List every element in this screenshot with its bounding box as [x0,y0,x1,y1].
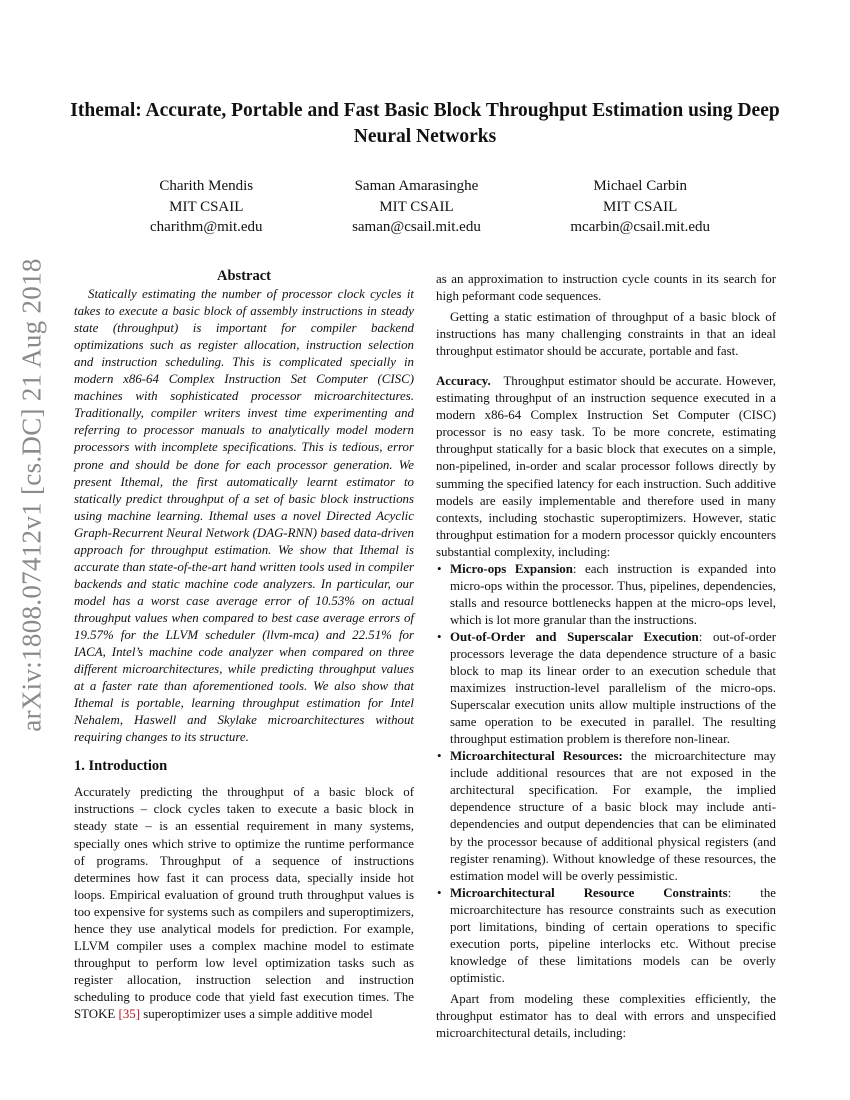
accuracy-label: Accuracy. [436,374,491,389]
right-column [436,271,776,1042]
list-item-label: Microarchitectural Resource Constraints [450,885,728,900]
arxiv-stamp: arXiv:1808.07412v1 [cs.DC] 21 Aug 2018 [16,258,47,732]
list-item-text: the microarchitecture may include additional resources that are not exposed in the architectural specification. For example, the implied dependence structure of a basic block may include anti-dependencies and output dependencies that can be eliminated by the processor because of additional physical registers (and register renaming). Without knowledge of these resources, the estimation model will be overly pessimistic. [450,749,776,883]
author-1 [150,176,263,238]
list-item-label: Out-of-Order and Superscalar Execution [450,629,699,644]
author-affiliation: MIT CSAIL [379,198,454,215]
citation-link[interactable]: [35] [118,1006,141,1021]
intro-paragraph-1-continued: as an approximation to instruction cycle counts in its search for high peformant code sequences. [436,272,776,304]
intro-paragraph-final: Apart from modeling these complexities efficiently, the throughput estimator has to deal with errors and unspecified microarchitectural details, including: [436,991,776,1041]
intro-paragraph-1 [74,784,414,1023]
author-name: Saman Amarasinghe [354,178,479,194]
accuracy-paragraph [436,373,776,561]
intro-paragraph-1-text: Accurately predicting the throughput of a basic block of instructions – clock cycles taken to execute a basic block in steady state – is an essential requirement in many systems, specially ones which strive to optimize the runtime performance of programs. Throughput of a sequence of instructions determines how fast it can process data, specially inside hot loops. Empirical evaluation of ground truth throughput values is too expensive for systems such as compilers and superoptimizers, hence they use analytical models for prediction. For example, LLVM compiler uses a complex machine model to estimate throughput to perform low level optimization tasks such as register allocation, instruction selection and instruction scheduling to produce code that yield fast execution times. The STOKE [74,785,414,1021]
left-column [74,268,414,1023]
list-item: • Micro-ops Expansion: each instruction is expanded into micro-ops within the processor. Thus, pipelines, dependencies, stalls and resource bottlenecks happen at the micro-ops level, which is lot more granular than the instructions. [437,561,776,627]
list-item: • Microarchitectural Resource Constraints: the microarchitecture has resource constraints such as execution port limitations, binding of certain operations to specific execution ports, pipeline interlocks etc. Without precise knowledge of these limitations models can be overly optimistic. [437,885,776,985]
abstract-heading: Abstract [217,268,271,284]
author-2 [352,176,481,238]
author-email[interactable]: charithm@mit.edu [150,219,263,235]
abstract-text: Statically estimating the number of processor clock cycles it takes to execute a basic block of assembly instructions in steady state (throughput) is important for compiler backend optimizations such as register allocation, instruction selection and instruction scheduling. This is complicated specially in modern x86-64 Complex Instruction Set Computer (CISC) machines with sophisticated processor microarchitectures. Traditionally, compiler writers invest time experimenting and referring to processor manuals to analytically model modern processors with incomplete specifications. This is tedious, error prone and should be done for each processor generation. We present Ithemal, the first automatically learnt estimator to statically predict throughput of a set of basic block instructions using machine learning. Ithemal uses a novel Directed Acyclic Graph-Recurrent Neural Network (DAG-RNN) based data-driven approach for throughput estimation. We show that Ithemal is accurate than state-of-the-art hand written tools used in compiler backends and static machine code analyzers. In particular, our model has a worst case average error of 10.53% on actual throughput values when compared to best case average errors of 19.57% for the LLVM scheduler (llvm-mca) and 22.51% for IACA, Intel’s machine code analyzer when compared on three different microarchitectures, while predicting throughput values at a faster rate than aforementioned tools. We also show that Ithemal is portable, learning throughput estimation for Intel Nehalem, Haswell and Skylake microarchitectures without requiring changes to its structure. [74,287,414,745]
bullet-icon: • [437,749,442,764]
bullet-icon: • [437,629,442,644]
complexity-list [436,561,776,987]
list-item-text: each instruction is expanded into micro-ops within the processor. Thus, pipelines, dependencies, stalls and resource bottlenecks happen at the micro-ops level, which is lot more granular than the instructions. [450,561,776,627]
introduction-heading: 1. Introduction [74,758,168,775]
list-item-text: the microarchitecture has resource constraints such as execution port limitations, binding of certain operations to specific execution ports, pipeline interlocks etc. Without precise knowledge of these limitations models can be overly optimistic. [450,885,776,985]
author-block [150,176,710,238]
intro-paragraph-2: Getting a static estimation of throughput of a basic block of instructions has many challenging constraints in that an ideal throughput estimator should be accurate, portable and fast. [436,310,776,359]
author-affiliation: MIT CSAIL [603,198,678,215]
author-affiliation: MIT CSAIL [169,198,244,215]
author-email[interactable]: mcarbin@csail.mit.edu [570,219,710,235]
list-item-label: Microarchitectural Resources: [450,749,623,764]
accuracy-text: Throughput estimator should be accurate. However, estimating throughput of an instruction sequence executed in a modern x86-64 Complex Instruction Set Computer (CISC) processor is no easy task. To be more concrete, estimating throughput statically for a basic block that executes on a simple, non-pipelined, in-order and scalar processor follows directly by summing the specified latency for each instruction. Such additive models are easily implementable and therefore used in many contexts, including stochastic superoptimizers. However, static throughput estimation for a modern processor quickly encounters substantial complexity, including: [436,374,777,559]
list-item-label: Micro-ops Expansion [450,561,573,576]
author-name: Michael Carbin [593,178,688,194]
author-email[interactable]: saman@csail.mit.edu [352,219,481,235]
author-3 [570,176,710,238]
list-item-text: out-of-order processors leverage the data dependence structure of a basic block to map its linear order to an execution schedule that maximizes instruction-level parallelism of the micro-ops. Superscalar execution units allow multiple instructions of the same operation to be executed in parallel. The resulting throughput estimation problem is therefore non-linear. [450,629,776,747]
author-name: Charith Mendis [159,178,254,194]
intro-paragraph-1-end: superoptimizer uses a simple additive model [143,1006,373,1021]
list-item: • Out-of-Order and Superscalar Execution: out-of-order processors leverage the data dependence structure of a basic block to map its linear order to an execution schedule that maximizes instruction-level parallelism of the micro-ops. Superscalar execution units allow multiple instructions of the same operation to be executed in parallel. The resulting throughput estimation problem is therefore non-linear. [437,629,776,747]
list-item [436,748,776,884]
paper-title: Ithemal: Accurate, Portable and Fast Basic Block Throughput Estimation using Deep Neural Networks [70,100,780,147]
bullet-icon: • [437,885,442,900]
bullet-icon: • [437,561,442,576]
